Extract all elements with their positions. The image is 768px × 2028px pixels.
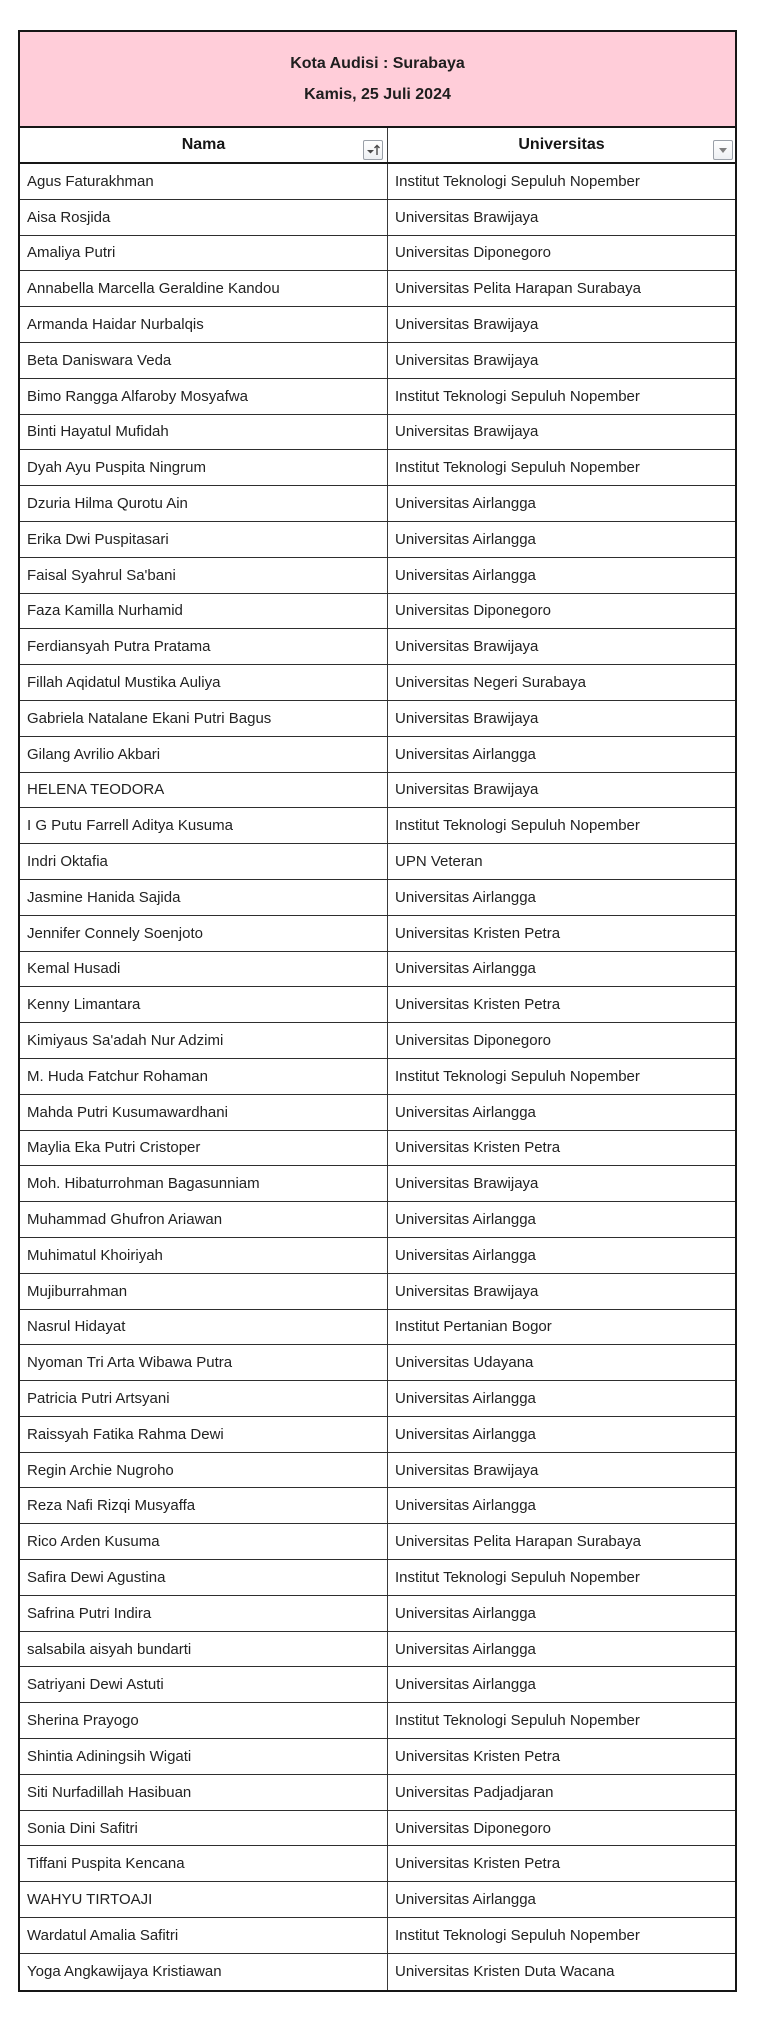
table-row (20, 1596, 735, 1632)
cell-nama: Annabella Marcella Geraldine Kandou (20, 271, 388, 306)
cell-universitas: Institut Teknologi Sepuluh Nopember (395, 459, 640, 477)
cell-nama: Fillah Aqidatul Mustika Auliya (20, 665, 388, 700)
table-row (20, 1667, 735, 1703)
cell-universitas: Universitas Airlangga (395, 1604, 536, 1622)
cell-universitas: Universitas Airlangga (395, 1425, 536, 1443)
table-row (20, 164, 735, 200)
cell-universitas: Universitas Airlangga (395, 888, 536, 906)
cell-universitas: Universitas Airlangga (395, 1246, 536, 1264)
cell-nama: HELENA TEODORA (20, 773, 388, 808)
universitas-filter-button[interactable] (713, 140, 733, 160)
column-header-universitas (388, 128, 735, 162)
table-row (20, 987, 735, 1023)
table-row (20, 271, 735, 307)
cell-universitas: Universitas Brawijaya (395, 316, 539, 334)
cell-universitas: Institut Teknologi Sepuluh Nopember (395, 817, 640, 835)
table-row (20, 343, 735, 379)
cell-universitas: Universitas Kristen Duta Wacana (395, 1963, 615, 1981)
nama-filter-button[interactable] (363, 140, 383, 160)
cell-universitas: Universitas Brawijaya (395, 351, 539, 369)
table-row (20, 1524, 735, 1560)
cell-nama: Ferdiansyah Putra Pratama (20, 629, 388, 664)
cell-universitas: Universitas Diponegoro (395, 1032, 551, 1050)
table-row (20, 236, 735, 272)
cell-universitas: Universitas Kristen Petra (395, 1855, 561, 1873)
cell-universitas: Universitas Diponegoro (395, 244, 551, 262)
cell-nama: I G Putu Farrell Aditya Kusuma (20, 808, 388, 843)
cell-nama: Dyah Ayu Puspita Ningrum (20, 450, 388, 485)
cell-universitas: Universitas Udayana (395, 1354, 534, 1372)
cell-universitas: Universitas Pelita Harapan Surabaya (395, 280, 641, 298)
cell-nama: Raissyah Fatika Rahma Dewi (20, 1417, 388, 1452)
cell-universitas: Universitas Diponegoro (395, 1819, 551, 1837)
table-row (20, 1131, 735, 1167)
cell-universitas: Universitas Brawijaya (395, 1175, 539, 1193)
cell-nama: Mahda Putri Kusumawardhani (20, 1095, 388, 1130)
table-row (20, 1775, 735, 1811)
table-row (20, 594, 735, 630)
cell-nama: Nyoman Tri Arta Wibawa Putra (20, 1345, 388, 1380)
cell-nama: Moh. Hibaturrohman Bagasunniam (20, 1166, 388, 1201)
cell-nama: Yoga Angkawijaya Kristiawan (20, 1954, 388, 1990)
cell-nama: Tiffani Puspita Kencana (20, 1846, 388, 1881)
table-row (20, 379, 735, 415)
cell-universitas: Universitas Airlangga (395, 1103, 536, 1121)
cell-nama: Gabriela Natalane Ekani Putri Bagus (20, 701, 388, 736)
cell-universitas: Universitas Airlangga (395, 495, 536, 513)
cell-universitas: Universitas Kristen Petra (395, 996, 561, 1014)
table-row (20, 1310, 735, 1346)
cell-nama: Agus Faturakhman (20, 164, 388, 199)
table-row (20, 737, 735, 773)
cell-universitas: Universitas Kristen Petra (395, 1139, 561, 1157)
cell-nama: Jennifer Connely Soenjoto (20, 916, 388, 951)
table-row (20, 1954, 735, 1990)
cell-nama: Faisal Syahrul Sa'bani (20, 558, 388, 593)
cell-universitas: Institut Teknologi Sepuluh Nopember (395, 1067, 640, 1085)
cell-nama: Erika Dwi Puspitasari (20, 522, 388, 557)
cell-nama: Shintia Adiningsih Wigati (20, 1739, 388, 1774)
cell-universitas: Universitas Airlangga (395, 530, 536, 548)
table-row (20, 1417, 735, 1453)
cell-nama: Maylia Eka Putri Cristoper (20, 1131, 388, 1166)
table-row (20, 450, 735, 486)
cell-universitas: Universitas Airlangga (395, 1676, 536, 1694)
cell-nama: Aisa Rosjida (20, 200, 388, 235)
cell-nama: Armanda Haidar Nurbalqis (20, 307, 388, 342)
cell-nama: Binti Hayatul Mufidah (20, 415, 388, 450)
cell-nama: Amaliya Putri (20, 236, 388, 271)
cell-universitas: Universitas Airlangga (395, 1211, 536, 1228)
cell-universitas: Universitas Airlangga (395, 1497, 536, 1515)
cell-nama: Kimiyaus Sa'adah Nur Adzimi (20, 1023, 388, 1058)
table-row (20, 1846, 735, 1882)
cell-nama: Indri Oktafia (20, 844, 388, 879)
table-body (20, 164, 735, 1990)
cell-universitas: Universitas Brawijaya (395, 1282, 539, 1300)
cell-nama: Sonia Dini Safitri (20, 1811, 388, 1846)
cell-nama: Gilang Avrilio Akbari (20, 737, 388, 772)
cell-universitas: Universitas Airlangga (395, 1891, 536, 1909)
cell-universitas: Universitas Brawijaya (395, 709, 539, 727)
table-row (20, 1703, 735, 1739)
audition-date: Kamis, 25 Juli 2024 (304, 85, 451, 103)
table-row (20, 701, 735, 737)
cell-universitas: Universitas Padjadjaran (395, 1783, 554, 1801)
table-row (20, 522, 735, 558)
cell-universitas: Universitas Airlangga (395, 1389, 536, 1407)
cell-nama: Safira Dewi Agustina (20, 1560, 388, 1595)
table-row (20, 1560, 735, 1596)
cell-nama: Satriyani Dewi Astuti (20, 1667, 388, 1702)
cell-nama: Muhimatul Khoiriyah (20, 1238, 388, 1273)
column-header-universitas-label: Universitas (518, 136, 605, 153)
cell-universitas: Institut Teknologi Sepuluh Nopember (395, 1712, 640, 1730)
cell-universitas: Universitas Airlangga (395, 960, 536, 978)
audition-table (18, 30, 737, 1992)
cell-universitas: Universitas Kristen Petra (395, 924, 561, 942)
cell-nama: Reza Nafi Rizqi Musyaffa (20, 1488, 388, 1523)
table-row (20, 844, 735, 880)
cell-universitas: Universitas Diponegoro (395, 602, 551, 620)
cell-universitas: Universitas Brawijaya (395, 208, 539, 226)
cell-universitas: Institut Teknologi Sepuluh Nopember (395, 387, 640, 405)
table-row (20, 558, 735, 594)
cell-nama: Siti Nurfadillah Hasibuan (20, 1775, 388, 1810)
cell-nama: Faza Kamilla Nurhamid (20, 594, 388, 629)
cell-universitas: Universitas Brawijaya (395, 638, 539, 656)
cell-nama: Beta Daniswara Veda (20, 343, 388, 378)
table-row (20, 1381, 735, 1417)
table-row (20, 486, 735, 522)
cell-nama: Nasrul Hidayat (20, 1310, 388, 1345)
cell-nama: Muhammad Ghufron Ariawan (20, 1202, 388, 1237)
cell-nama: Rico Arden Kusuma (20, 1524, 388, 1559)
table-row (20, 952, 735, 988)
cell-nama: M. Huda Fatchur Rohaman (20, 1059, 388, 1094)
cell-nama: Kenny Limantara (20, 987, 388, 1022)
table-row (20, 1202, 735, 1238)
cell-universitas: Institut Teknologi Sepuluh Nopember (395, 1926, 640, 1944)
table-row (20, 415, 735, 451)
cell-nama: Wardatul Amalia Safitri (20, 1918, 388, 1953)
cell-universitas: Universitas Kristen Petra (395, 1747, 561, 1765)
table-row (20, 1453, 735, 1489)
audition-city-title: Kota Audisi : Surabaya (290, 54, 465, 72)
cell-universitas: Institut Pertanian Bogor (395, 1318, 552, 1336)
cell-universitas: UPN Veteran (395, 853, 483, 871)
sheet-banner (20, 32, 735, 128)
cell-universitas: Universitas Brawijaya (395, 1461, 539, 1479)
table-row (20, 1023, 735, 1059)
cell-nama: Sherina Prayogo (20, 1703, 388, 1738)
table-row (20, 1274, 735, 1310)
column-header-nama-label: Nama (181, 136, 226, 153)
table-row (20, 808, 735, 844)
table-row (20, 200, 735, 236)
table-row (20, 1882, 735, 1918)
cell-nama: Safrina Putri Indira (20, 1596, 388, 1631)
cell-nama: Patricia Putri Artsyani (20, 1381, 388, 1416)
filter-sort-ascending-icon (365, 142, 381, 158)
cell-nama: Dzuria Hilma Qurotu Ain (20, 486, 388, 521)
cell-nama: WAHYU TIRTOAJI (20, 1882, 388, 1917)
table-header-row (20, 128, 735, 164)
table-row (20, 307, 735, 343)
table-row (20, 1345, 735, 1381)
table-row (20, 1918, 735, 1954)
table-row (20, 1811, 735, 1847)
column-header-nama (20, 128, 388, 162)
table-row (20, 916, 735, 952)
cell-universitas: Institut Teknologi Sepuluh Nopember (395, 1568, 640, 1586)
table-row (20, 880, 735, 916)
table-row (20, 1166, 735, 1202)
cell-nama: Regin Archie Nugroho (20, 1453, 388, 1488)
filter-dropdown-icon (715, 142, 731, 158)
table-row (20, 1059, 735, 1095)
cell-nama: Jasmine Hanida Sajida (20, 880, 388, 915)
cell-universitas: Universitas Pelita Harapan Surabaya (395, 1533, 641, 1551)
cell-universitas: Universitas Airlangga (395, 1640, 536, 1658)
cell-universitas: Universitas Negeri Surabaya (395, 674, 586, 692)
cell-universitas: Universitas Airlangga (395, 566, 536, 584)
cell-universitas: Universitas Brawijaya (395, 781, 539, 799)
table-row (20, 1739, 735, 1775)
cell-nama: Kemal Husadi (20, 952, 388, 987)
table-row (20, 665, 735, 701)
cell-nama: salsabila aisyah bundarti (20, 1632, 388, 1667)
cell-nama: Mujiburrahman (20, 1274, 388, 1309)
table-row (20, 773, 735, 809)
table-row (20, 1095, 735, 1131)
cell-nama: Bimo Rangga Alfaroby Mosyafwa (20, 379, 388, 414)
cell-universitas: Universitas Brawijaya (395, 423, 539, 441)
table-row (20, 1238, 735, 1274)
table-row (20, 629, 735, 665)
table-row (20, 1488, 735, 1524)
cell-universitas: Institut Teknologi Sepuluh Nopember (395, 172, 640, 190)
cell-universitas: Universitas Airlangga (395, 745, 536, 763)
table-row (20, 1632, 735, 1668)
